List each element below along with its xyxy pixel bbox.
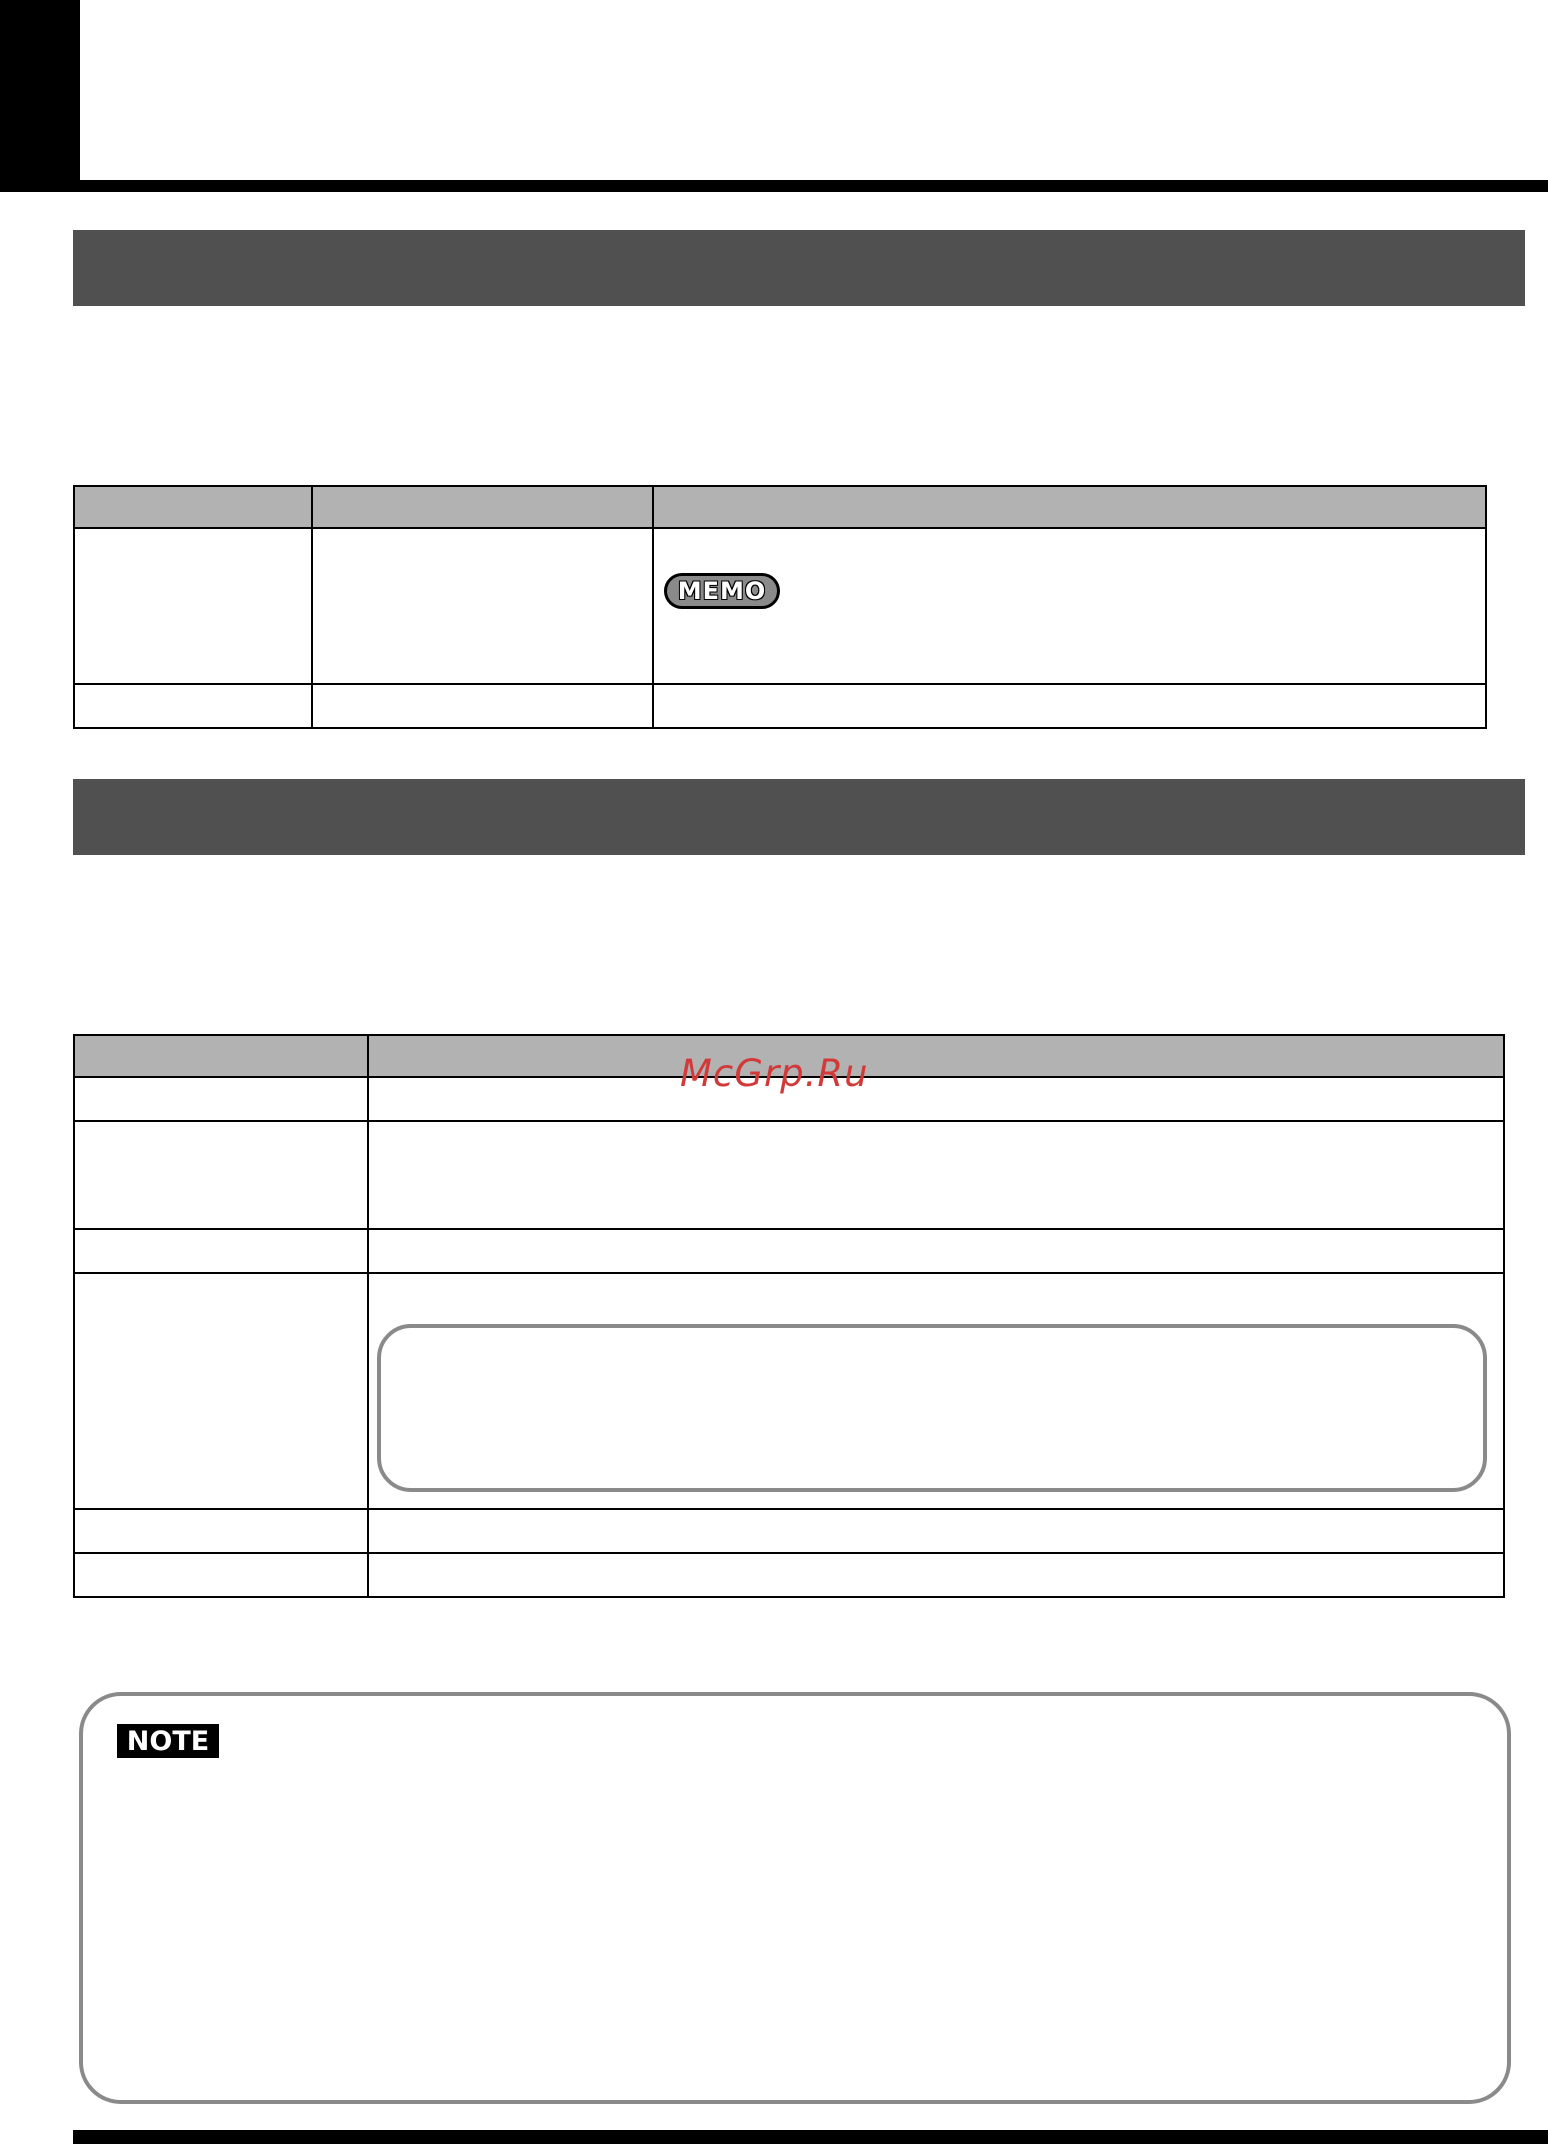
table-cell [74, 1553, 368, 1597]
header-rule [0, 180, 1548, 192]
table-row [74, 1553, 1504, 1597]
note-icon: NOTE [117, 1724, 219, 1758]
parameter-table-1 [73, 485, 1487, 729]
table-cell [312, 684, 653, 728]
parameter-table-2 [73, 1034, 1505, 1598]
section-header-2 [73, 779, 1525, 855]
table-header-row [74, 486, 1486, 528]
table-row [74, 1229, 1504, 1273]
table-header-cell [312, 486, 653, 528]
table-header-cell [368, 1035, 1504, 1077]
watermark-text: McGrp.Ru [680, 1052, 869, 1095]
table-header-cell [653, 486, 1486, 528]
table-cell [653, 684, 1486, 728]
table-cell [368, 1121, 1504, 1229]
table-cell [653, 528, 1486, 684]
note-box [79, 1692, 1511, 2104]
table-cell [74, 1509, 368, 1553]
inner-note-box [377, 1324, 1487, 1492]
table-cell [74, 1077, 368, 1121]
table-row [74, 684, 1486, 728]
table-row [74, 1509, 1504, 1553]
section-header-1 [73, 230, 1525, 306]
table-cell [368, 1509, 1504, 1553]
table-row [74, 528, 1486, 684]
table-cell [368, 1553, 1504, 1597]
table-cell [74, 528, 312, 684]
table-header-cell [74, 486, 312, 528]
table-cell [74, 1121, 368, 1229]
table-cell [74, 1229, 368, 1273]
footer-rule [73, 2130, 1548, 2144]
table-row [74, 1273, 1504, 1509]
table-cell [312, 528, 653, 684]
table-header-cell [74, 1035, 368, 1077]
table-cell [74, 1273, 368, 1509]
chapter-tab [0, 0, 80, 186]
table-row [74, 1121, 1504, 1229]
table-cell [368, 1273, 1504, 1509]
table-cell [74, 684, 312, 728]
table-cell [368, 1077, 1504, 1121]
table-cell [368, 1229, 1504, 1273]
memo-icon: MEMO [664, 573, 780, 609]
